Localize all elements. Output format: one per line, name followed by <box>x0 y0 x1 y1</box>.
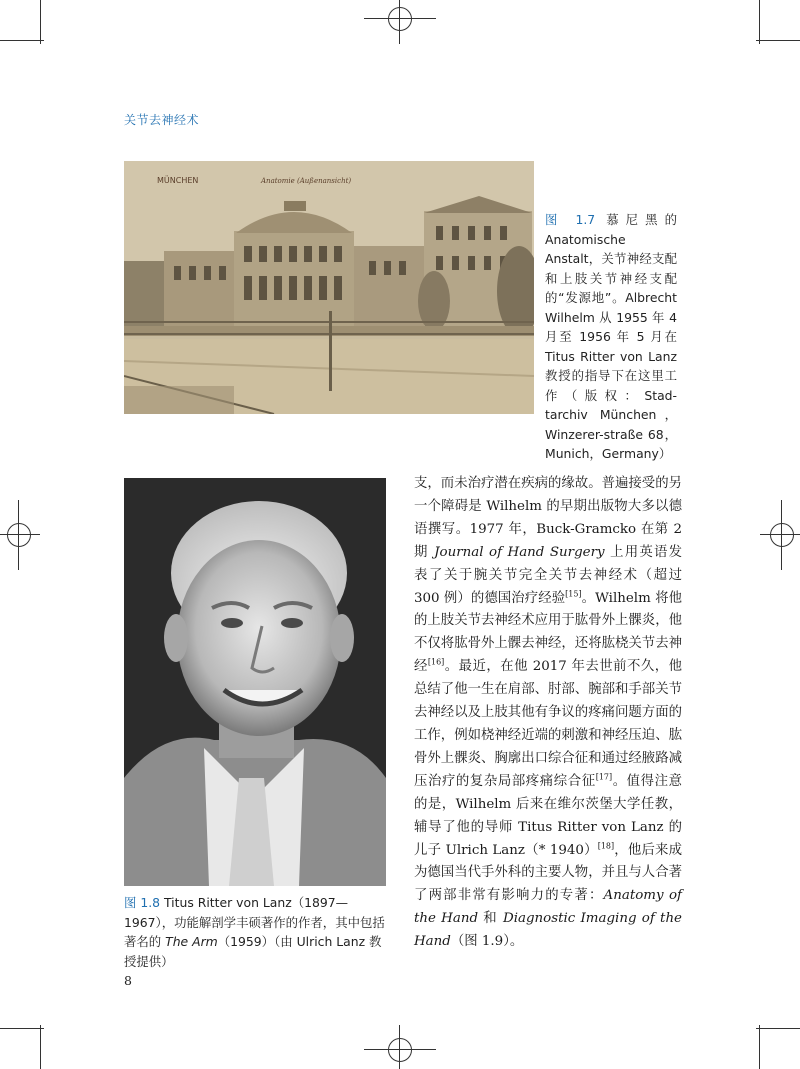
crop-mark <box>0 1028 44 1029</box>
crop-mark <box>759 0 760 44</box>
figure-1-8-caption-book: The Arm <box>165 934 218 949</box>
running-head: 关节去神经术 <box>124 113 200 127</box>
body-text-8: （图 1.9）。 <box>450 934 524 950</box>
figure-1-7-caption <box>545 210 677 464</box>
crop-mark <box>0 40 44 41</box>
figure-1-8-caption-text-b: （1959）（由 Ulrich Lanz 教授提供） <box>124 934 382 969</box>
figure-1-8-caption <box>124 893 390 971</box>
photo-caption-title: Anatomie (Außenansicht) <box>261 177 352 185</box>
crop-mark <box>759 1025 760 1069</box>
journal-title: Journal of Hand Surgery <box>434 544 605 560</box>
body-text-1: 支，而未治疗潜在疾病的缘故。普遍接受的另一个障碍是 Wilhelm 的早期出版物大多以德语撰写。1977 年，Buck-Gramcko 在第 2 期 <box>414 476 682 560</box>
book-title-imaging: Diagnostic Imaging of the Hand <box>414 911 682 950</box>
figure-1-7-label: 图 1.7 <box>545 212 596 227</box>
figure-1-8-caption-text-a: Titus Ritter von Lanz（1897—1967），功能解剖学丰硕著作的作者，其中包括著名的 <box>124 895 385 949</box>
figure-1-7-photo <box>124 161 534 414</box>
crop-mark <box>756 1028 800 1029</box>
body-text-3: 。Wilhelm 将他的上肢关节去神经术应用于肱骨外上髁炎，他不仅将肱骨外上髁去神经，还将肱桡关节去神经 <box>414 590 682 675</box>
figure-1-7-caption-text: 慕尼黑的 Anatomische Anstalt，关节神经支配和上肢关节神经支配的“发源地”。Albrecht Wilhelm 从 1955 年 4 月至 1956 年 5 月在 Titus Ritter von Lanz 教授的指导下在这里工作（版权：Stad-tarchiv München，Winzerer-straße 68，Munich，Germany） <box>545 212 677 461</box>
crop-mark <box>40 1025 41 1069</box>
figure-1-8-photo <box>124 478 386 886</box>
page-number: 8 <box>124 973 132 988</box>
body-text-4: 。最近，在他 2017 年去世前不久，他总结了他一生在肩部、肘部、腕部和手部关节去神经以及上肢其他有争议的疼痛问题方面的工作，例如桡神经近端的刺激和神经压迫、肱骨外上髁炎、胸廓出口综合征和通过经腋路减压治疗的复杂局部疼痛综合征 <box>414 659 683 789</box>
body-paragraph <box>414 473 682 954</box>
citation-15: [15] <box>565 589 582 599</box>
figure-1-8-label: 图 1.8 <box>124 895 161 910</box>
body-text-6: ，他后来成为德国当代手外科的主要人物，并且与人合著了两部非常有影响力的专著： <box>414 842 682 904</box>
citation-18: [18] <box>597 841 615 851</box>
body-text-7: 和 <box>478 911 503 927</box>
body-text-5: 。值得注意的是，Wilhelm 后来在维尔茨堡大学任教，辅导了他的导师 Titus Ritter von Lanz 的儿子 Ulrich Lanz（* 1940） <box>414 773 683 858</box>
crop-mark <box>756 40 800 41</box>
citation-17: [17] <box>595 772 613 782</box>
crop-mark <box>40 0 41 44</box>
photo-caption-city: MÜNCHEN <box>157 176 199 185</box>
body-text-2: 上用英语发表了关于腕关节完全关节去神经术（超过 300 例）的德国治疗经验 <box>414 544 683 606</box>
citation-16: [16] <box>427 657 445 667</box>
book-title-anatomy: Anatomy of the Hand <box>414 888 682 927</box>
